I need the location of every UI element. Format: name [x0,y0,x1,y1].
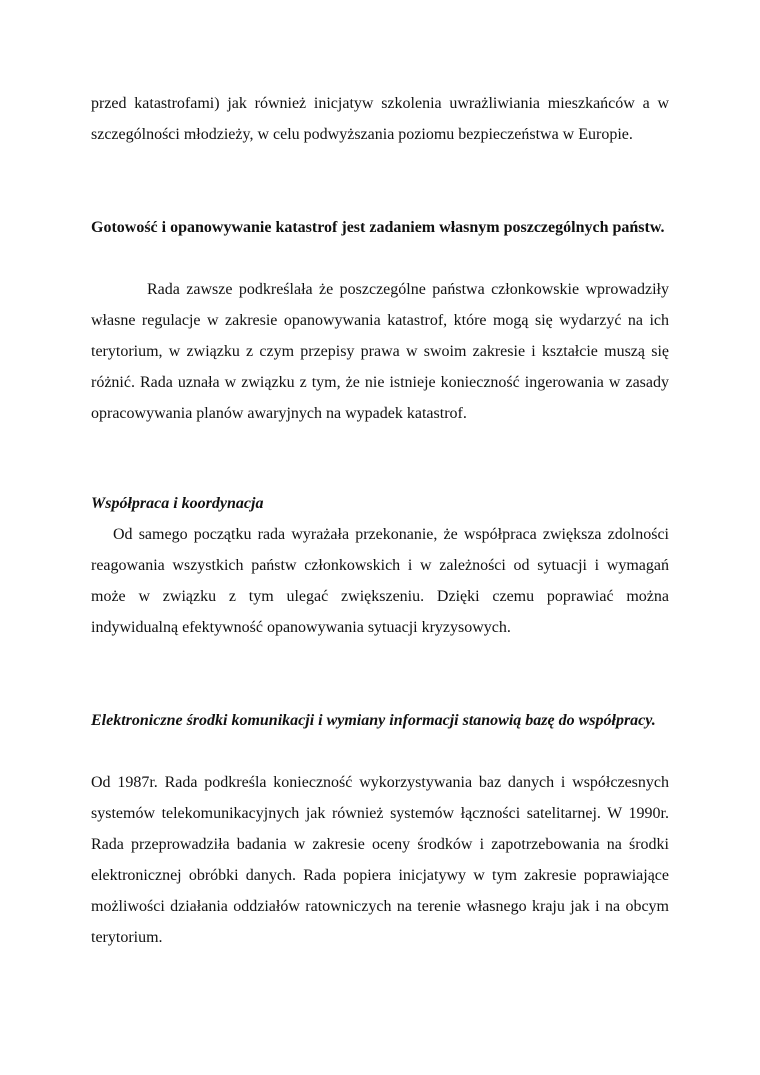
paragraph-electronic: Od 1987r. Rada podkreśla konieczność wykorzystywania baz danych i współczesnych systemów telekomunikacyjnych jak również systemów łączności satelitarnej. W 1990r. Rada przeprowadziła badania w zakresie oceny środków i zapotrzebowania na środki elektronicznej obróbki danych. Rada popiera inicjatywy w tym zakresie poprawiające możliwości działania oddziałów ratowniczych na terenie własnego kraju jak i na obcym terytorium. [91,774,669,946]
paragraph-cooperation: Od samego początku rada wyrażała przekonanie, że współpraca zwiększa zdolności reagowania wszystkich państw członkowskich i w zależności od sytuacji i wymagań może w związku z tym ulegać zwiększeniu. Dzięki czemu poprawiać można indywidualną efektywność opanowywania sytuacji kryzysowych. [91,526,669,636]
heading-readiness: Gotowość i opanowywanie katastrof jest zadaniem własnym poszczególnych państw. [91,219,665,236]
heading-cooperation: Współpraca i koordynacja [91,495,264,512]
paragraph-intro: przed katastrofami) jak również inicjatyw szkolenia uwrażliwiania mieszkańców a w szczególności młodzieży, w celu podwyższania poziomu bezpieczeństwa w Europie. [91,95,669,143]
heading-electronic: Elektroniczne środki komunikacji i wymiany informacji stanowią bazę do współpracy. [91,712,656,729]
paragraph-readiness: Rada zawsze podkreślała że poszczególne państwa członkowskie wprowadziły własne regulacje w zakresie opanowywania katastrof, które mogą się wydarzyć na ich terytorium, w związku z czym przepisy prawa w swoim zakresie i kształcie muszą się różnić. Rada uznała w związku z tym, że nie istnieje konieczność ingerowania w zasady opracowywania planów awaryjnych na wypadek katastrof. [91,281,669,422]
